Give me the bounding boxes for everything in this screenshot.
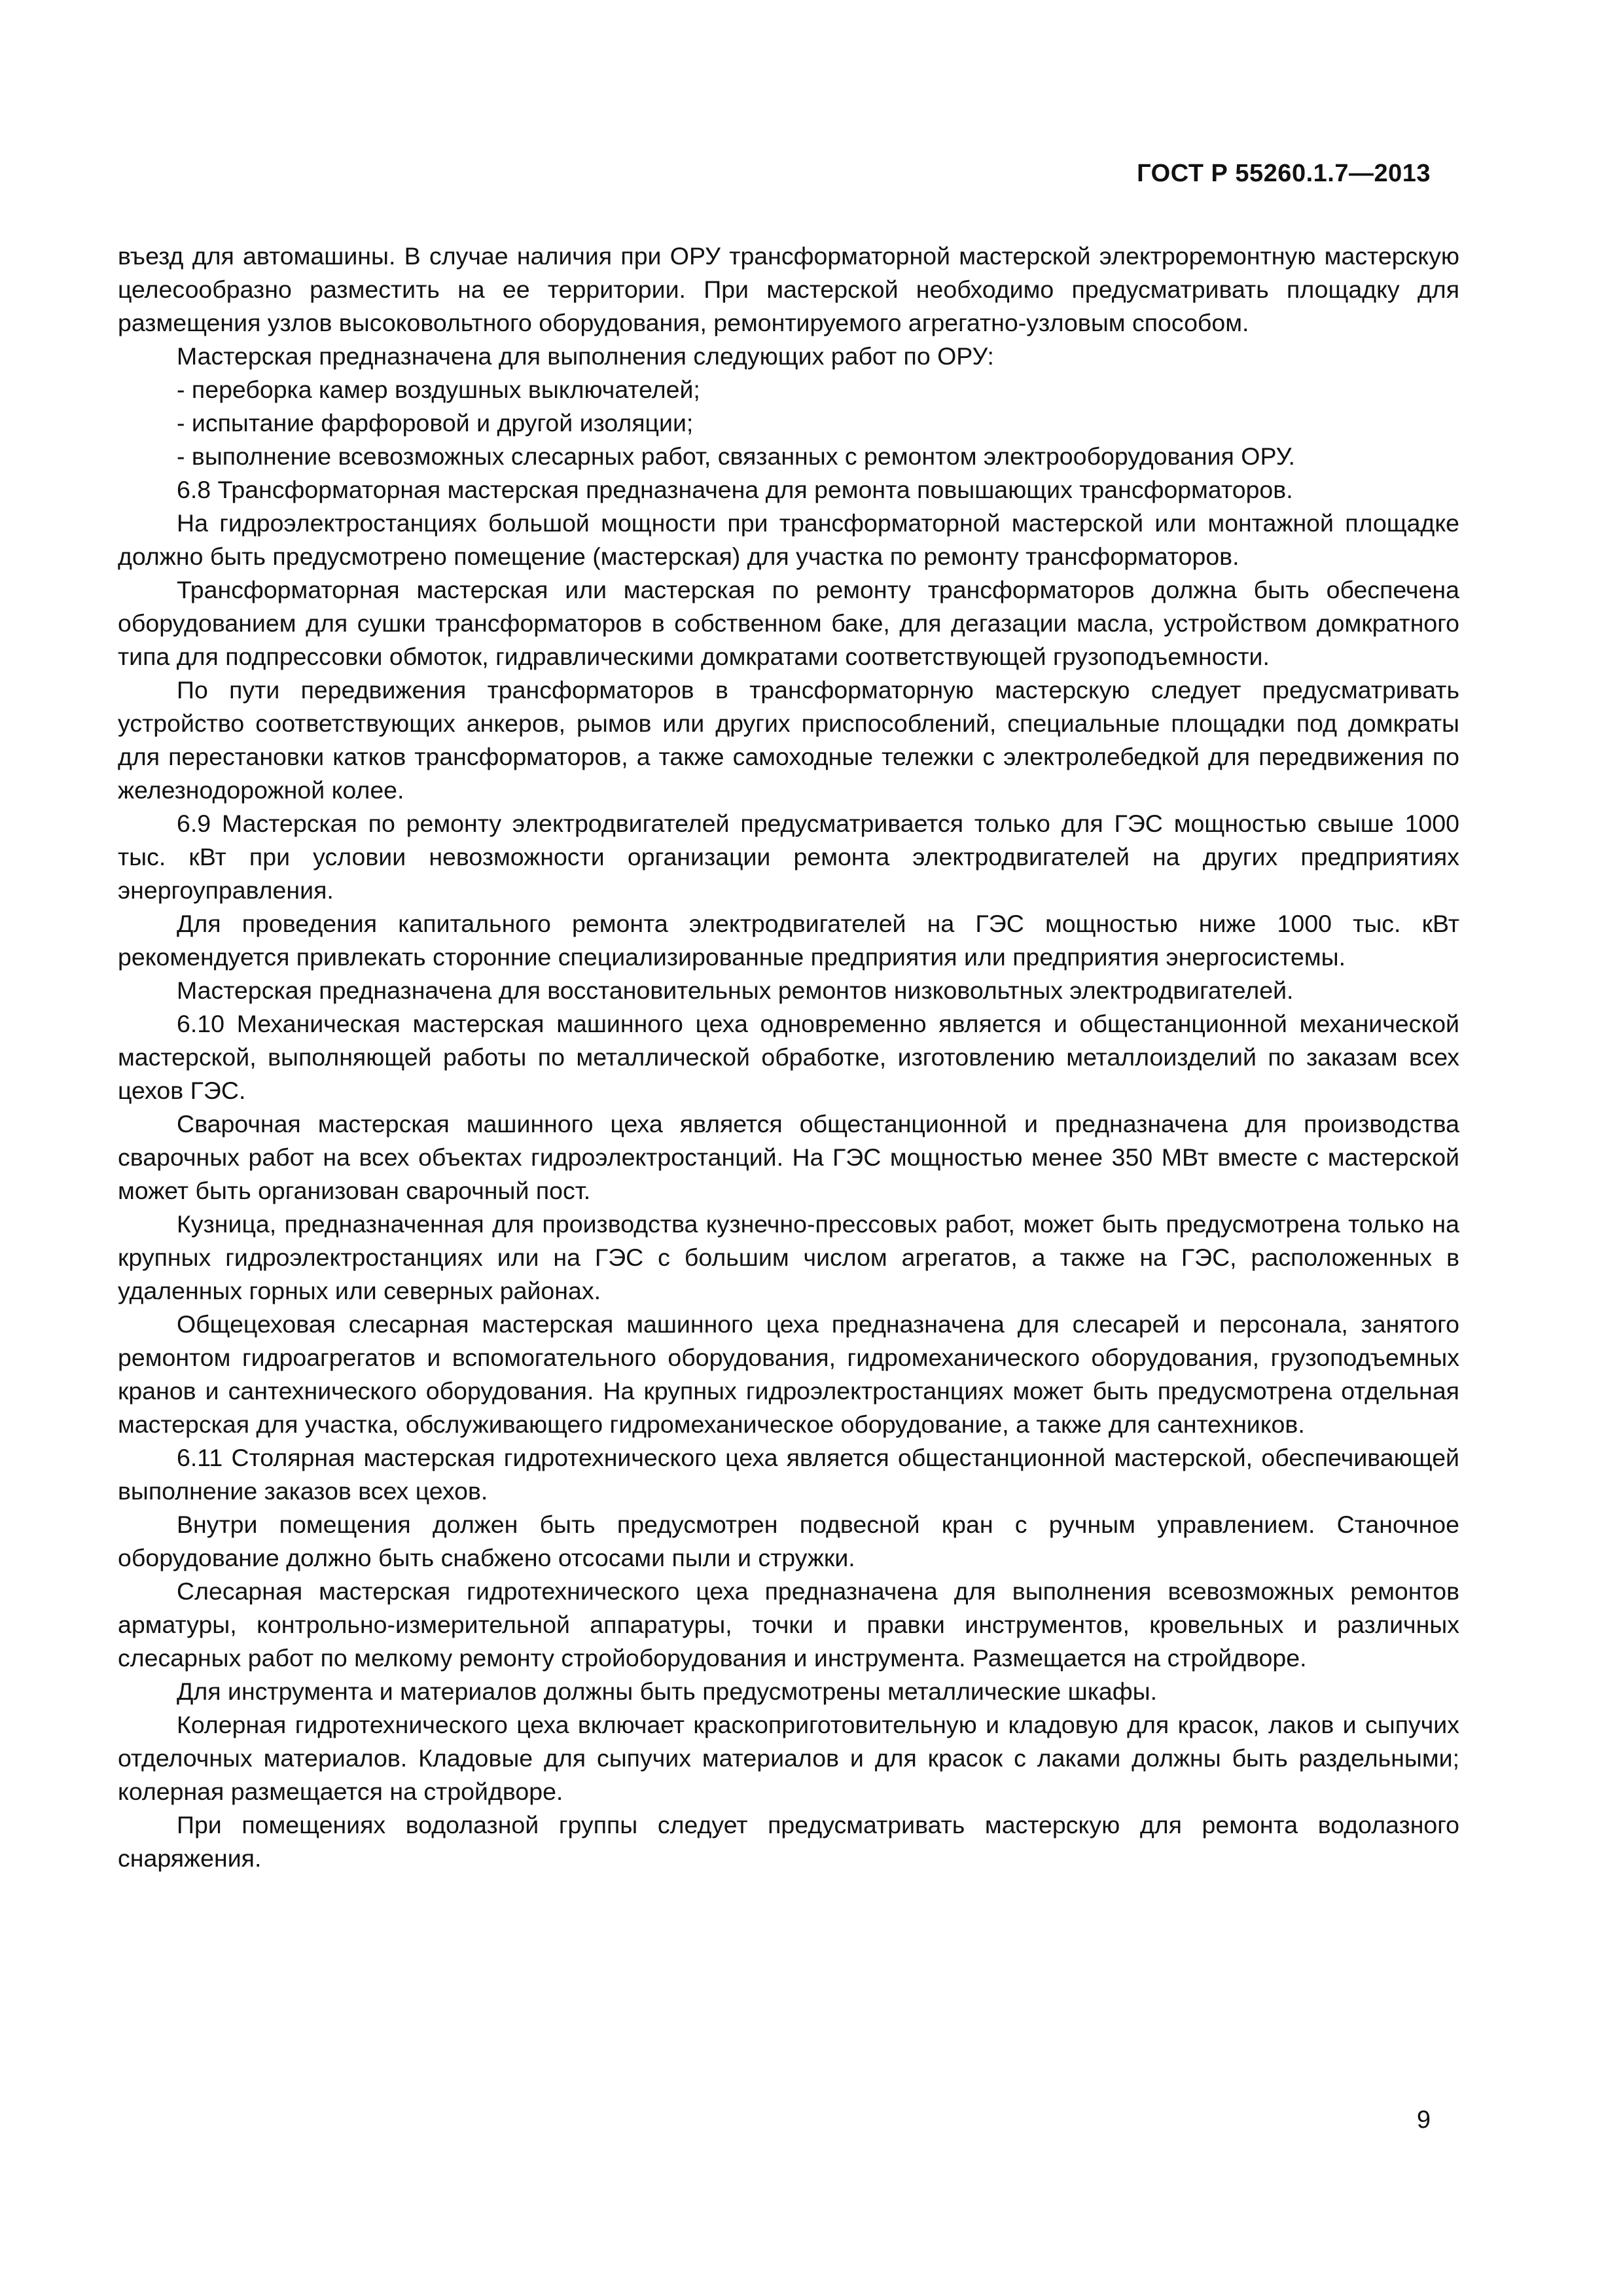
paragraph: въезд для автомашины. В случае наличия при ОРУ трансформаторной мастерской электроремонтную мастерскую целесообразно разместить на ее территории. При мастерской необходимо предусматривать площадку для размещения узлов высоковольтного оборудования, ремонтируемого агрегатно-узловым способом. xyxy=(118,242,1459,336)
paragraph: На гидроэлектростанциях большой мощности при трансформаторной мастерской или монтажной площадке должно быть предусмотрено помещение (мастерская) для участка по ремонту трансформаторов. xyxy=(118,509,1459,570)
clause-6-11: 6.11 Столярная мастерская гидротехнического цеха является общестанционной мастерской, обеспечивающей выполнение заказов всех цехов. xyxy=(118,1444,1459,1505)
list-item: - испытание фарфоровой и другой изоляции; xyxy=(177,409,694,437)
paragraph: Общецеховая слесарная мастерская машинного цеха предназначена для слесарей и персонала, занятого ремонтом гидроагрегатов и вспомогательного оборудования, гидромеханического оборудования, грузоподъемных кранов и сантехнического оборудования. На крупных гидроэлектростанциях может быть предусмотрена отдельная мастерская для участка, обслуживающего гидромеханическое оборудование, а также для сантехников. xyxy=(118,1310,1459,1438)
paragraph: Мастерская предназначена для восстановительных ремонтов низковольтных электродвигателей. xyxy=(177,977,1294,1004)
paragraph: Сварочная мастерская машинного цеха является общестанционной и предназначена для производства сварочных работ на всех объектах гидроэлектростанций. На ГЭС мощностью менее 350 МВт вместе с мастерской может быть организован сварочный пост. xyxy=(118,1110,1459,1204)
document-header-standard-id: ГОСТ Р 55260.1.7—2013 xyxy=(1137,160,1431,187)
paragraph: При помещениях водолазной группы следует предусматривать мастерскую для ремонта водолазного снаряжения. xyxy=(118,1811,1459,1872)
page-number: 9 xyxy=(1416,2106,1431,2134)
paragraph: Трансформаторная мастерская или мастерская по ремонту трансформаторов должна быть обеспечена оборудованием для сушки трансформаторов в собственном баке, для дегазации масла, устройством домкратного типа для подпрессовки обмоток, гидравлическими домкратами соответствующей грузоподъемности. xyxy=(118,576,1459,670)
paragraph: Внутри помещения должен быть предусмотрен подвесной кран с ручным управлением. Станочное оборудование должно быть снабжено отсосами пыли и стружки. xyxy=(118,1511,1459,1571)
list-item: - выполнение всевозможных слесарных работ, связанных с ремонтом электрооборудования ОРУ. xyxy=(177,442,1295,470)
list-item: - переборка камер воздушных выключателей; xyxy=(177,376,700,403)
paragraph: Слесарная мастерская гидротехнического цеха предназначена для выполнения всевозможных ремонтов арматуры, контрольно-измерительной аппаратуры, точки и правки инструментов, кровельных и различных слесарных работ по мелкому ремонту стройоборудования и инструмента. Размещается на стройдворе. xyxy=(118,1577,1459,1672)
paragraph: Для инструмента и материалов должны быть предусмотрены металлические шкафы. xyxy=(177,1677,1158,1705)
paragraph: Колерная гидротехнического цеха включает краскоприготовительную и кладовую для красок, лаков и сыпучих отделочных материалов. Кладовые для сыпучих материалов и для красок с лаками должны быть раздельными; колерная размещается на стройдворе. xyxy=(118,1711,1459,1805)
clause-6-9: 6.9 Мастерская по ремонту электродвигателей предусматривается только для ГЭС мощностью свыше 1000 тыс. кВт при условии невозможности организации ремонта электродвигателей на других предприятиях энергоуправления. xyxy=(118,810,1459,904)
paragraph: По пути передвижения трансформаторов в трансформаторную мастерскую следует предусматривать устройство соответствующих анкеров, рымов или других приспособлений, специальные площадки под домкраты для перестановки катков трансформаторов, а также самоходные тележки с электролебедкой для передвижения по железнодорожной колее. xyxy=(118,676,1459,804)
clause-6-8: 6.8 Трансформаторная мастерская предназначена для ремонта повышающих трансформаторов. xyxy=(177,476,1293,503)
paragraph: Кузница, предназначенная для производства кузнечно-прессовых работ, может быть предусмотрена только на крупных гидроэлектростанциях или на ГЭС с большим числом агрегатов, а также на ГЭС, расположенных в удаленных горных или северных районах. xyxy=(118,1210,1459,1304)
clause-6-10: 6.10 Механическая мастерская машинного цеха одновременно является и общестанционной механической мастерской, выполняющей работы по металлической обработке, изготовлению металлоизделий по заказам всех цехов ГЭС. xyxy=(118,1010,1459,1104)
paragraph: Мастерская предназначена для выполнения следующих работ по ОРУ: xyxy=(177,342,994,370)
document-body xyxy=(118,240,1459,1875)
paragraph: Для проведения капитального ремонта электродвигателей на ГЭС мощностью ниже 1000 тыс. кВт рекомендуется привлекать сторонние специализированные предприятия или предприятия энергосистемы. xyxy=(118,910,1459,971)
